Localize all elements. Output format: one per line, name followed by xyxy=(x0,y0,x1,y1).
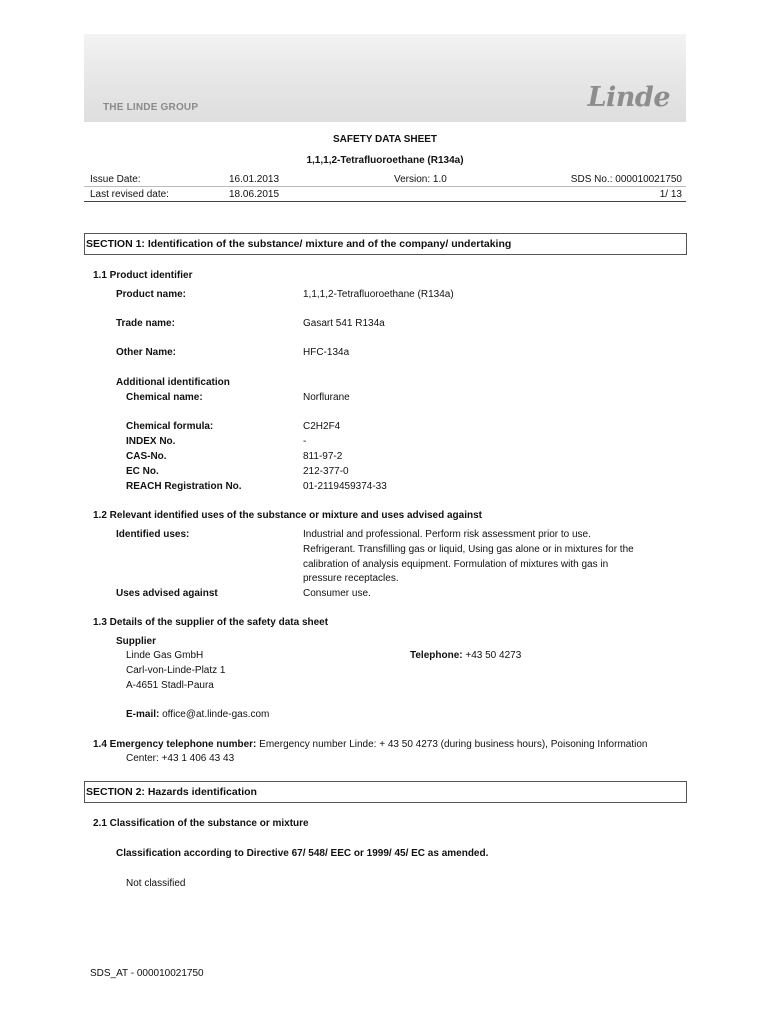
identified-uses-line: Industrial and professional. Perform risk assessment prior to use. xyxy=(303,529,591,540)
header-banner xyxy=(84,34,686,122)
subsection-2-1-heading: 2.1 Classification of the substance or mixture xyxy=(93,818,309,829)
meta-divider xyxy=(84,186,686,187)
identified-uses-line: calibration of analysis equipment. Formulation of mixtures with gas in xyxy=(303,559,609,570)
revised-date-label: Last revised date: xyxy=(90,189,169,200)
issue-date-value: 16.01.2013 xyxy=(229,174,280,185)
trade-name-label: Trade name: xyxy=(116,318,175,329)
section-2-heading: SECTION 2: Hazards identification xyxy=(84,781,687,803)
telephone-row xyxy=(410,650,521,661)
group-name: THE LINDE GROUP xyxy=(103,102,199,113)
cas-no-label: CAS-No. xyxy=(126,451,167,462)
product-title: 1,1,1,2-Tetrafluoroethane (R134a) xyxy=(306,155,464,166)
revised-date-value: 18.06.2015 xyxy=(229,189,280,200)
document-title: SAFETY DATA SHEET xyxy=(332,134,438,145)
linde-logo: Linde xyxy=(587,82,670,113)
additional-identification-label: Additional identification xyxy=(116,377,230,388)
product-name-label: Product name: xyxy=(116,289,187,300)
subsection-1-3-heading: 1.3 Details of the supplier of the safety data sheet xyxy=(93,617,329,628)
supplier-address-line: Carl-von-Linde-Platz 1 xyxy=(126,665,226,676)
product-name-value: 1,1,1,2-Tetrafluoroethane (R134a) xyxy=(303,289,454,300)
chemical-name-label: Chemical name: xyxy=(126,392,203,403)
emergency-row xyxy=(93,739,647,750)
emergency-number-line: Center: +43 1 406 43 43 xyxy=(126,753,235,764)
email-label: E-mail: xyxy=(126,709,160,720)
telephone-value: +43 50 4273 xyxy=(465,650,522,661)
subsection-1-1-heading: 1.1 Product identifier xyxy=(93,270,193,281)
subsection-1-2-heading: 1.2 Relevant identified uses of the substance or mixture and uses advised against xyxy=(93,510,483,521)
uses-advised-against-value: Consumer use. xyxy=(303,588,371,599)
supplier-address-line: A-4651 Stadl-Paura xyxy=(126,680,214,691)
email-value[interactable]: office@at.linde-gas.com xyxy=(162,709,270,720)
supplier-address-line: Linde Gas GmbH xyxy=(126,650,204,661)
supplier-label: Supplier xyxy=(116,636,157,647)
classification-status: Not classified xyxy=(126,878,186,889)
emergency-number-line: Emergency number Linde: + 43 50 4273 (during business hours), Poisoning Information xyxy=(259,739,648,750)
reach-no-value: 01-2119459374-33 xyxy=(303,481,387,492)
ec-no-value: 212-377-0 xyxy=(303,466,349,477)
subsection-1-4-heading: 1.4 Emergency telephone number: xyxy=(93,739,257,750)
ec-no-label: EC No. xyxy=(126,466,159,477)
header-rule xyxy=(84,201,686,202)
uses-advised-against-label: Uses advised against xyxy=(116,588,218,599)
chemical-name-value: Norflurane xyxy=(303,392,350,403)
other-name-value: HFC-134a xyxy=(303,347,350,358)
index-no-label: INDEX No. xyxy=(126,436,176,447)
page-number: 1/ 13 xyxy=(659,189,682,200)
chemical-formula-label: Chemical formula: xyxy=(126,421,214,432)
footer-document-code: SDS_AT - 000010021750 xyxy=(90,968,204,979)
sds-number: SDS No.: 000010021750 xyxy=(570,174,682,185)
reach-no-label: REACH Registration No. xyxy=(126,481,242,492)
telephone-label: Telephone: xyxy=(410,650,463,661)
identified-uses-line: Refrigerant. Transfilling gas or liquid, Using gas alone or in mixtures for the xyxy=(303,544,634,555)
index-no-value: - xyxy=(303,436,307,447)
identified-uses-label: Identified uses: xyxy=(116,529,190,540)
trade-name-value: Gasart 541 R134a xyxy=(303,318,385,329)
section-1-heading: SECTION 1: Identification of the substance/ mixture and of the company/ undertaking xyxy=(84,233,687,255)
classification-directive: Classification according to Directive 67/ 548/ EEC or 1999/ 45/ EC as amended. xyxy=(116,848,489,859)
issue-date-label: Issue Date: xyxy=(90,174,141,185)
version: Version: 1.0 xyxy=(394,174,447,185)
email-row xyxy=(126,709,269,720)
chemical-formula-value: C2H2F4 xyxy=(303,421,341,432)
cas-no-value: 811-97-2 xyxy=(303,451,343,462)
identified-uses-line: pressure receptacles. xyxy=(303,573,399,584)
other-name-label: Other Name: xyxy=(116,347,177,358)
